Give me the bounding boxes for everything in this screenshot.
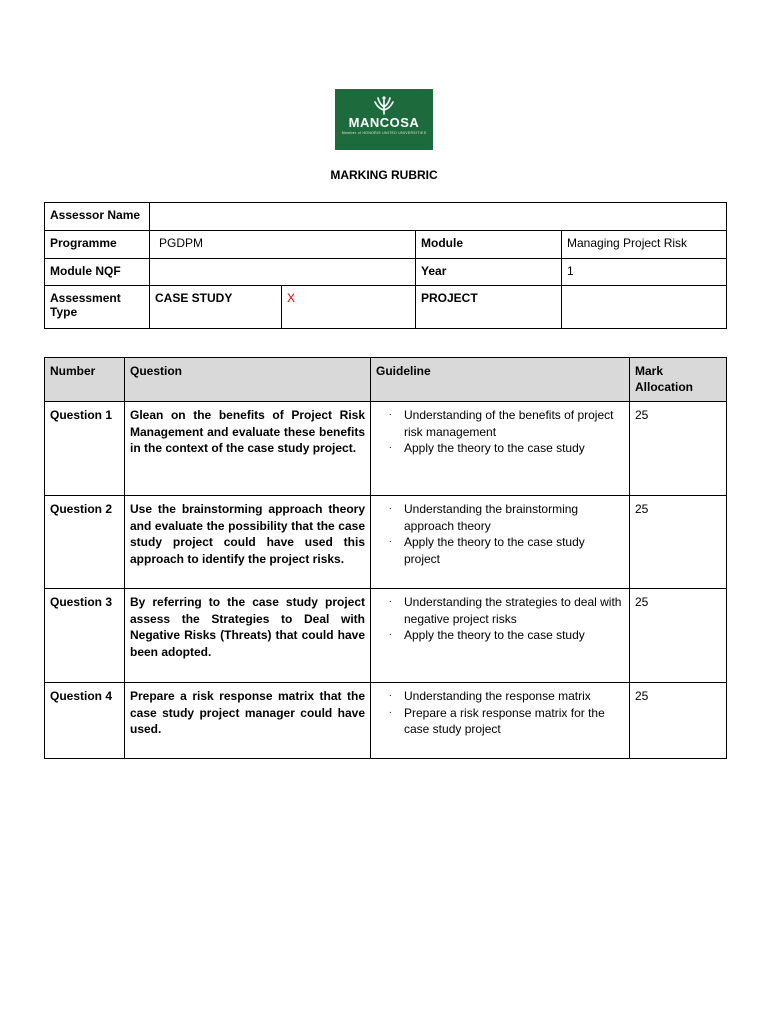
guideline-item: · Apply the theory to the case study project <box>376 534 624 567</box>
bullet-icon: · <box>388 503 392 514</box>
table-row <box>45 683 727 759</box>
header-question: Question <box>125 358 371 402</box>
guideline-cell <box>371 589 630 683</box>
bullet-icon: · <box>388 706 392 718</box>
bullet-icon: · <box>388 442 392 453</box>
guideline-cell <box>371 683 630 759</box>
table-row <box>45 589 727 683</box>
module-nqf-label: Module NQF <box>45 259 150 286</box>
tree-icon <box>373 95 395 115</box>
question-text: By referring to the case study project assess the Strategies to Deal with Negative Risks (Threats) that could have been adopted. <box>125 589 371 683</box>
year-label: Year <box>416 259 562 286</box>
assessment-info-table <box>44 202 727 329</box>
programme-label: Programme <box>45 231 150 259</box>
guideline-item: · Understanding the brainstorming approach theory <box>376 501 624 534</box>
question-number: Question 1 <box>45 402 125 496</box>
guideline-item: · Understanding the strategies to deal with negative project risks <box>376 594 624 627</box>
table-row <box>45 496 727 589</box>
case-study-mark: X <box>282 286 416 329</box>
guideline-item: · Understanding of the benefits of project risk management <box>376 407 624 440</box>
module-label: Module <box>416 231 562 259</box>
logo-tagline: Member of HONORIS UNITED UNIVERSITIES <box>341 131 427 135</box>
document-title: MARKING RUBRIC <box>330 168 438 182</box>
project-label: PROJECT <box>416 286 562 329</box>
guideline-item: · Prepare a risk response matrix for the case study project <box>376 705 624 738</box>
assessor-name-field[interactable] <box>150 203 727 231</box>
project-value[interactable] <box>562 286 727 329</box>
guideline-cell <box>371 496 630 589</box>
question-text: Use the brainstorming approach theory and evaluate the possibility that the case study project could have used this approach to identify the project risks. <box>125 496 371 589</box>
table-row <box>45 402 727 496</box>
guideline-cell <box>371 402 630 496</box>
header-number: Number <box>45 358 125 402</box>
case-study-label: CASE STUDY <box>150 286 282 329</box>
year-value: 1 <box>562 259 727 286</box>
question-number: Question 4 <box>45 683 125 759</box>
guideline-item: · Apply the theory to the case study <box>376 440 624 457</box>
mark-allocation: 25 <box>630 496 727 589</box>
assessment-type-label: Assessment Type <box>45 286 150 329</box>
marking-rubric-table <box>44 357 727 759</box>
header-mark-allocation: Mark Allocation <box>630 358 727 402</box>
bullet-icon: · <box>388 409 392 420</box>
bullet-icon: · <box>388 690 392 701</box>
bullet-icon: · <box>388 596 392 607</box>
mark-allocation: 25 <box>630 589 727 683</box>
mark-allocation: 25 <box>630 683 727 759</box>
programme-value: PGDPM <box>150 231 416 259</box>
question-text: Glean on the benefits of Project Risk Management and evaluate these benefits in the context of the case study project. <box>125 402 371 496</box>
bullet-icon: · <box>388 536 392 547</box>
question-number: Question 2 <box>45 496 125 589</box>
mark-allocation: 25 <box>630 402 727 496</box>
header-guideline: Guideline <box>371 358 630 402</box>
logo-brand: MANCOSA <box>348 115 420 130</box>
guideline-item: · Understanding the response matrix <box>376 688 624 705</box>
mancosa-logo <box>335 89 433 150</box>
bullet-icon: · <box>388 629 392 640</box>
guideline-item: · Apply the theory to the case study <box>376 627 624 644</box>
assessor-name-label: Assessor Name <box>45 203 150 231</box>
module-value: Managing Project Risk <box>562 231 727 259</box>
module-nqf-value[interactable] <box>150 259 416 286</box>
question-number: Question 3 <box>45 589 125 683</box>
question-text: Prepare a risk response matrix that the case study project manager could have used. <box>125 683 371 759</box>
